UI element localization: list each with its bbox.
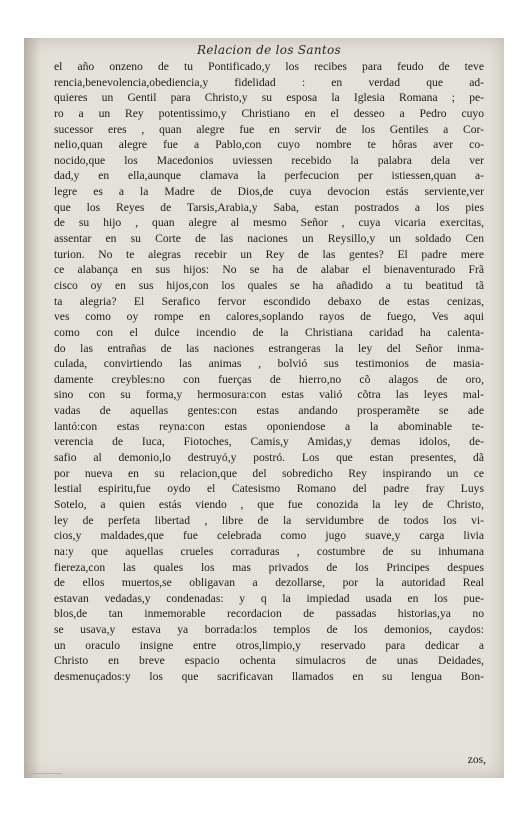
text-line: assentar en su Corte de las naciones un Reysillo,y un soldado Cen <box>54 232 484 246</box>
catchword: zos, <box>467 754 486 766</box>
text-line: se usava,y estava ya borrada:los templos de los demonios, caydos: <box>54 623 484 637</box>
text-line: turion. No te alegras recebir un Rey de las gentes? El padre mere <box>54 247 484 261</box>
text-line: desmenuçados:y los que sacrificavan llamados en su lengua Bon- <box>54 669 484 683</box>
text-line: lantó:con estas reyna:con estas oponiendose a la abominable te- <box>54 419 484 433</box>
text-line: verencia de Iuca, Fiotoches, Camis,y Amidas,y demas idolos, de- <box>54 435 484 449</box>
text-line: do las entrañas de las naciones estrangeras la ley del Señor inma- <box>54 341 484 355</box>
body-text <box>54 59 484 685</box>
text-line: Sotelo, a quien estás viendo , que fue conozida la ley de Christo, <box>54 497 484 511</box>
text-line: que los Reyes de Tarsis,Arabia,y Saba, estan postrados a los pies <box>54 200 484 214</box>
text-line: por nueva en su relacion,que del sobredicho Rey inspirando un ce <box>54 466 484 480</box>
text-line: ves como oy rompe en calores,soplando rayos de fuego, Ves aqui <box>54 310 484 324</box>
text-line: rencia,benevolencia,obediencia,y fidelidad : en verdad que ad- <box>54 75 484 89</box>
text-line: safio al demonio,lo destruyó,y postró. Los que estan presentes, dã <box>54 451 484 465</box>
text-line: culada, convirtiendo las animas , bolvió sus testimonios de masia- <box>54 357 484 371</box>
text-line: cisco oy en sus hijos,con los quales se ha añadido a tu beatitud tã <box>54 278 484 292</box>
text-line: cios,y maldades,que fue celebrada como jugo suave,y carga livia <box>54 529 484 543</box>
running-header: Relacion de los Santos <box>197 43 341 57</box>
bottom-rule <box>28 773 62 774</box>
text-line: el año onzeno de tu Pontificado,y los recibes para feudo de teve <box>54 60 484 73</box>
text-line: nocido,que los Macedonios uviessen recebido la palabra dela ver <box>54 153 484 167</box>
text-line: un oraculo insigne entre otros,limpio,y reservado para dedicar a <box>54 638 484 652</box>
text-line: fiereza,con las quales los mas privados de los Principes despues <box>54 560 484 574</box>
text-line: ta alegria? El Serafico fervor escondido debaxo de estas cenizas, <box>54 294 484 308</box>
text-line: damente creybles:no con fuerças de hierro,no cõ alagos de oro, <box>54 372 484 386</box>
text-line: dad,y en ella,aunque clamava la perfecucion per istiessen,quan a- <box>54 169 484 183</box>
text-line: Christo en breve espacio ochenta simulacros de unas Deidades, <box>54 654 484 668</box>
text-line: sino con su forma,y hermosura:con estas valió cõtra las leyes mal- <box>54 388 484 402</box>
text-line: ce alabança en sus hijos: No se ha de alabar el bienaventurado Frã <box>54 263 484 277</box>
text-line: de su hijo , quan alegre al mesmo Señor , cuya vicaria exercitas, <box>54 216 484 230</box>
text-line: ro a un Rey potentissimo,y Christiano en el desseo a Pedro cuyo <box>54 106 484 120</box>
text-line: vadas de aquellas gentes:con estas andando prosperamẽte se ade <box>54 404 484 418</box>
page-gutter-shadow <box>24 38 40 778</box>
text-line: de ellos muertos,se obligavan a dezollarse, por la autoridad Real <box>54 576 484 590</box>
text-line: nelio,quan alegre fue a Pablo,con cuyo nombre te hôras aver co- <box>54 138 484 152</box>
text-line: estavan vedadas,y condenadas: y q la impiedad usada en los pue- <box>54 591 484 605</box>
text-line: na:y que aquellas crueles corraduras , costumbre de su inhumana <box>54 544 484 558</box>
text-line: como con el dulce incendio de la Christiana caridad ha calenta- <box>54 325 484 339</box>
text-line: legre es a la Madre de Dios,de cuya devocion estás serviente,ver <box>54 185 484 199</box>
text-line: ley de perfeta libertad , libre de la servidumbre de todos los vi- <box>54 513 484 527</box>
text-line: sucessor eres , quan alegre fue en servir de los Gentiles a Cor- <box>54 122 484 136</box>
text-line: quieres un Gentil para Christo,y su esposa la Iglesia Romana ; pe- <box>54 91 484 105</box>
text-line: lestial espiritu,fue oydo el Catesismo Romano del padre fray Luys <box>54 482 484 496</box>
text-line: blos,de tan inmemorable recordacion de passadas historias,ya no <box>54 607 484 621</box>
book-page <box>24 38 504 778</box>
